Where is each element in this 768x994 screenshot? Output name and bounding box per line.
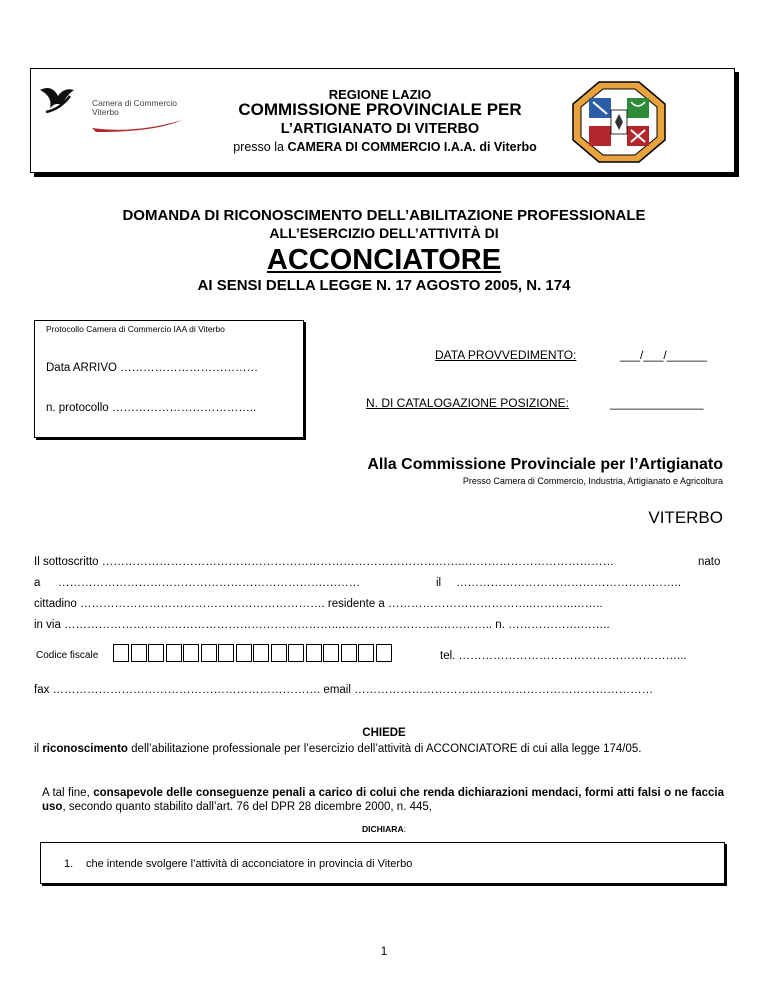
logo-text-line2: Viterbo — [92, 107, 119, 117]
region-crest-icon — [571, 80, 667, 164]
cf-char-box[interactable] — [236, 644, 252, 662]
luogo-nascita-field[interactable]: …………………………………………………………….……… — [58, 577, 361, 589]
via-line[interactable]: in via ……………………….……………………………………...……………………..………….. n. ……………….…….. — [34, 619, 610, 631]
cf-char-box[interactable] — [288, 644, 304, 662]
presso-prefix: presso la — [233, 140, 288, 154]
fine-bold: consapevole delle conseguenze penali a carico di colui che renda dichiarazioni mendaci, formi atti falsi o ne faccia uso — [42, 787, 724, 813]
sottoscritto-line[interactable]: Il sottoscritto …………………………………………………………………………………..………………………………… — [34, 556, 615, 568]
commission-line2: L’ARTIGIANATO DI VITERBO — [280, 121, 480, 137]
tel-line[interactable]: tel. …………………………………………………... — [440, 650, 687, 662]
data-nascita-field[interactable]: ………………………………………………….. — [456, 577, 681, 589]
codice-fiscale-boxes[interactable] — [113, 644, 393, 662]
catalogazione-value[interactable]: ______________ — [610, 396, 704, 410]
dichiara-item-text[interactable]: che intende svolgere l’attività di acconciatore in provincia di Viterbo — [86, 858, 413, 870]
chiede-bold: riconoscimento — [42, 743, 128, 755]
cf-char-box[interactable] — [271, 644, 287, 662]
il-label: il — [436, 577, 442, 589]
dichiara-colon: : — [403, 824, 406, 834]
cf-char-box[interactable] — [183, 644, 199, 662]
title-main: ACCONCIATORE — [266, 244, 502, 276]
cf-char-box[interactable] — [323, 644, 339, 662]
cf-char-box[interactable] — [253, 644, 269, 662]
presso-bold: CAMERA DI COMMERCIO I.A.A. di Viterbo — [287, 140, 537, 154]
cf-char-box[interactable] — [166, 644, 182, 662]
logo-text-line1: Camera di Commercio — [92, 98, 178, 108]
nato-label: nato — [698, 556, 721, 568]
cf-char-box[interactable] — [341, 644, 357, 662]
chiede-rest: dell’abilitazione professionale per l’esercizio dell’attività di ACCONCIATORE di cui alla legge 174/05. — [127, 743, 642, 755]
dichiara-item-number: 1. — [64, 858, 74, 870]
commission-line1: COMMISSIONE PROVINCIALE PER — [238, 100, 522, 119]
a-label: a — [34, 577, 41, 589]
title-law: AI SENSI DELLA LEGGE N. 17 AGOSTO 2005, N. 174 — [197, 277, 571, 294]
cittadino-residente-line[interactable]: cittadino ………………………………………………………. residente a ………………………………..………..…….. — [34, 598, 603, 610]
chiede-prefix: il — [34, 743, 43, 755]
lazio-crest — [571, 80, 667, 164]
fine-prefix: A tal fine, — [42, 787, 94, 799]
cf-char-box[interactable] — [148, 644, 164, 662]
data-provvedimento-label: DATA PROVVEDIMENTO: — [435, 348, 577, 362]
cf-char-box[interactable] — [131, 644, 147, 662]
recipient-city: VITERBO — [648, 508, 723, 527]
chiede-text — [34, 742, 724, 756]
cf-char-box[interactable] — [113, 644, 129, 662]
title-line1: DOMANDA DI RICONOSCIMENTO DELL’ABILITAZIONE PROFESSIONALE — [122, 207, 646, 224]
fax-email-line[interactable]: fax ……………………………………………………………. email …………………………………………………………………… — [34, 684, 654, 696]
presso-line — [190, 140, 580, 154]
title-line2: ALL’ESERCIZIO DELL’ATTIVITÀ DI — [269, 225, 499, 241]
protocol-box — [34, 320, 304, 438]
data-provvedimento-value[interactable]: ___/___/______ — [620, 348, 707, 362]
region-label: REGIONE LAZIO — [328, 87, 432, 102]
cf-char-box[interactable] — [376, 644, 392, 662]
data-arrivo: Data ARRIVO ……………………………… — [46, 362, 259, 374]
recipient-title: Alla Commissione Provinciale per l’Artigianato — [367, 456, 723, 473]
protocol-caption: Protocollo Camera di Commercio IAA di Viterbo — [46, 324, 225, 334]
page-number: 1 — [380, 944, 388, 958]
cf-char-box[interactable] — [201, 644, 217, 662]
dichiara-heading — [0, 824, 768, 834]
catalogazione-label: N. DI CATALOGAZIONE POSIZIONE: — [366, 396, 569, 410]
cf-char-box[interactable] — [306, 644, 322, 662]
fine-rest: , secondo quanto stabilito dall’art. 76 del DPR 28 dicembre 2000, n. 445, — [62, 801, 432, 813]
fine-text — [42, 786, 724, 814]
numero-protocollo: n. protocollo ……………………………….. — [46, 402, 257, 414]
camera-commercio-logo — [36, 82, 186, 136]
chiede-heading: CHIEDE — [362, 727, 406, 739]
cf-char-box[interactable] — [358, 644, 374, 662]
recipient-subtitle: Presso Camera di Commercio, Industria, Artigianato e Agricoltura — [462, 476, 723, 486]
cf-char-box[interactable] — [218, 644, 234, 662]
dichiara-label: DICHIARA — [362, 824, 404, 834]
codice-fiscale-label: Codice fiscale — [36, 650, 99, 661]
